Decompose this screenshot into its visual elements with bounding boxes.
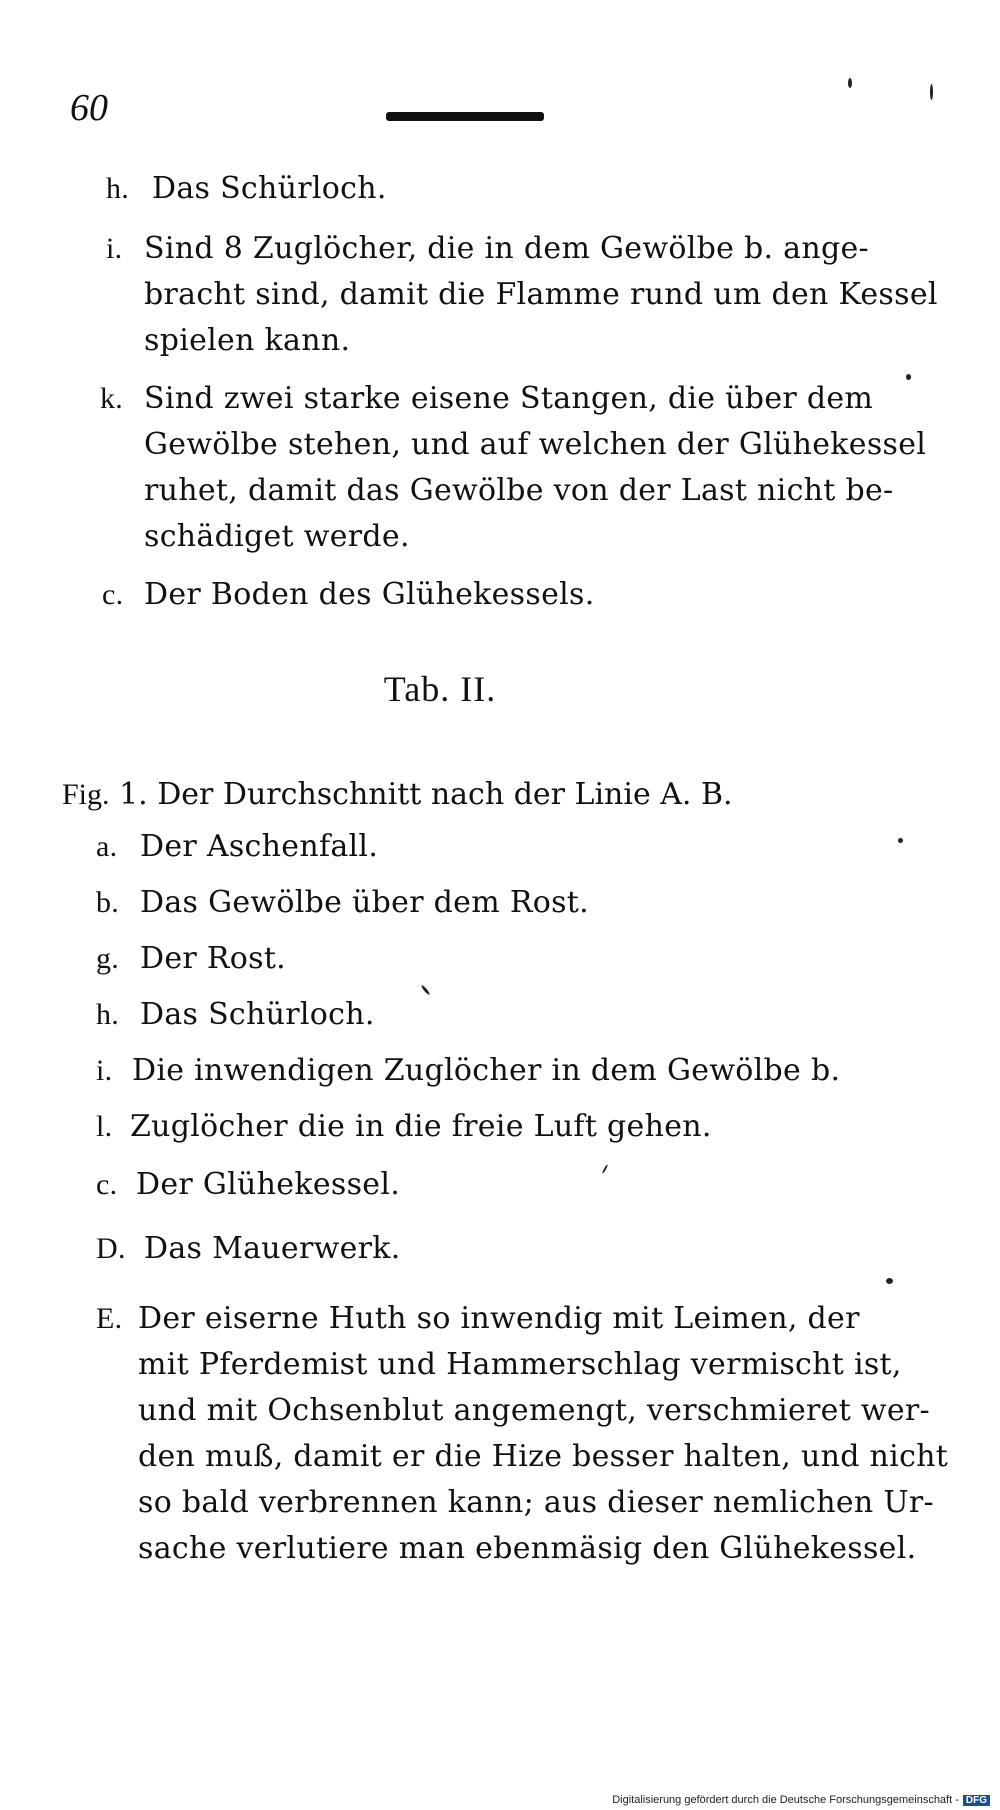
entry-label: D. [96,1232,126,1265]
entry-label: i. [96,1054,113,1087]
scan-speck [898,838,903,843]
entry-i2 [96,1048,840,1094]
entry-label: l. [96,1110,113,1143]
entry-text [138,1296,948,1572]
entry-g [96,936,286,982]
scan-speck [848,78,852,88]
entry-label: h. [96,998,120,1031]
entry-line: sache verlutiere man ebenmäsig den Glühekessel. [138,1531,917,1566]
footer-credit [612,1794,990,1806]
entry-h [106,166,387,212]
entry-line: Das Gewölbe über dem Rost. [140,885,589,920]
entry-h2 [96,992,375,1038]
entry-D [96,1226,401,1272]
entry-line: Das Schürloch. [152,171,387,206]
entry-label: c. [96,1168,118,1201]
entry-c [102,572,595,618]
entry-text [144,376,926,560]
entry-label: c. [102,578,124,611]
page-number: 60 [70,87,108,129]
entry-i [106,226,938,364]
entry-line: spielen kann. [144,323,351,358]
dfg-logo: DFG [963,1795,990,1806]
entry-line: Der Rost. [140,941,287,976]
figure-caption [62,772,733,818]
entry-text [152,166,387,212]
entry-line: Der Aschenfall. [140,829,379,864]
entry-line: und mit Ochsenblut angemengt, verschmieret wer- [138,1393,930,1428]
entry-text [144,226,938,364]
entry-l [96,1104,712,1150]
entry-label: g. [96,942,120,975]
entry-line: ruhet, damit das Gewölbe von der Last nicht be- [144,473,894,508]
scan-speck [602,1164,609,1174]
header-rule [386,112,544,121]
entry-label: E. [96,1302,123,1335]
entry-line: Das Schürloch. [140,997,375,1032]
entry-line: so bald verbrennen kann; aus dieser nemlichen Ur- [138,1485,934,1520]
scan-speck [930,84,933,100]
entry-line: Gewölbe stehen, und auf welchen der Glühekessel [144,427,927,462]
footer-text: Digitalisierung gefördert durch die Deutsche Forschungsgemeinschaft - [612,1794,959,1806]
entry-b [96,880,589,926]
entry-line: mit Pferdemist und Hammerschlag vermischt ist, [138,1347,902,1382]
entry-line: bracht sind, damit die Flamme rund um den Kessel [144,277,938,312]
entry-line: Der eiserne Huth so inwendig mit Leimen, der [138,1301,860,1336]
entry-label: h. [106,172,130,205]
entry-line: Der Boden des Glühekessels. [144,577,595,612]
entry-k [100,376,926,560]
entry-label: k. [100,382,124,415]
entry-line: schädiget werde. [144,519,410,554]
entry-label: i. [106,232,123,265]
entry-c2 [96,1162,400,1208]
entry-label: b. [96,886,120,919]
plate-heading: Tab. II. [383,669,497,709]
scan-speck [420,984,430,995]
entry-a [96,824,378,870]
entry-line: Das Mauerwerk. [144,1231,401,1266]
scan-speck [906,374,911,380]
figure-text: 1. Der Durchschnitt nach der Linie A. B. [119,777,733,812]
entry-line: Die inwendigen Zuglöcher in dem Gewölbe b. [132,1053,841,1088]
entry-line: Sind 8 Zuglöcher, die in dem Gewölbe b. ange- [144,231,869,266]
figure-label: Fig. [62,778,110,811]
entry-line: Sind zwei starke eisene Stangen, die über dem [144,381,874,416]
entry-line: Der Glühekessel. [136,1167,401,1202]
entry-E [96,1296,948,1572]
entry-line: Zuglöcher die in die freie Luft gehen. [130,1109,712,1144]
scan-speck [886,1278,893,1284]
entry-line: den muß, damit er die Hize besser halten, und nicht [138,1439,949,1474]
entry-text [144,572,595,618]
entry-label: a. [96,830,118,863]
